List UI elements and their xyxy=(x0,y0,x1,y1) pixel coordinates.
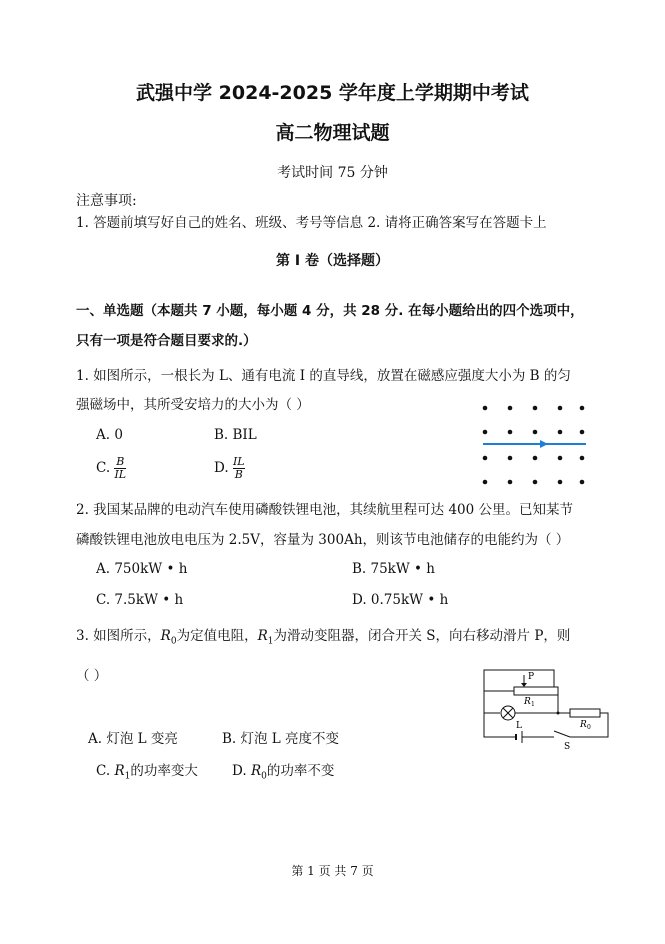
q1-option-c-fraction xyxy=(114,456,126,481)
q3-option-d-symbol: R xyxy=(250,763,262,779)
q3-option-c-text: 的功率变大 xyxy=(130,763,198,779)
label-l: L xyxy=(516,721,522,731)
q1-option-d-label: D. xyxy=(214,460,229,476)
section-title: 第 I 卷（选择题） xyxy=(276,253,389,269)
junction-dot xyxy=(557,712,560,715)
page-footer: 第 1 页 共 7 页 xyxy=(291,864,374,878)
r0-resistor xyxy=(570,709,600,717)
q2-option-a: A. 750kW • h xyxy=(96,561,188,577)
q1-option-d-fraction xyxy=(233,456,245,481)
notice-heading: 注意事项: xyxy=(76,193,137,209)
label-r0: R xyxy=(580,720,587,730)
part1-heading-line1: 一、单选题（本题共 7 小题，每小题 4 分，共 28 分. 在每小题给出的四个选项中， xyxy=(76,303,584,319)
q3-option-d-label: D. xyxy=(232,763,247,779)
q3-option-c xyxy=(96,759,198,782)
q3-circuit-diagram xyxy=(478,665,613,755)
q3-option-c-symbol: R xyxy=(114,763,125,779)
q1-option-d-denominator: B xyxy=(234,468,243,481)
notice-items: 1. 答题前填写好自己的姓名、班级、考号等信息 2. 请将正确答案写在答题卡上 xyxy=(76,215,547,231)
label-r0-sub: 0 xyxy=(587,724,591,731)
q2-option-b: B. 75kW • h xyxy=(352,561,435,577)
exam-time: 考试时间 75 分钟 xyxy=(277,165,388,181)
q1-option-a: A. 0 xyxy=(96,427,123,443)
current-arrow-icon xyxy=(540,440,548,448)
q2-stem-line1: 2. 我国某品牌的电动汽车使用磷酸铁锂电池，其续航里程可达 400 公里。已知某节 xyxy=(76,502,574,518)
q1-option-c xyxy=(96,456,126,481)
q3-stem xyxy=(76,624,570,647)
slider-arrow-icon xyxy=(521,683,527,687)
q3-stem-mid2: 为滑动变阻器，闭合开关 S，向右移动滑片 P，则 xyxy=(273,628,571,644)
q3-option-d-text: 的功率不变 xyxy=(266,763,335,779)
r1-resistor xyxy=(514,687,558,695)
q3-option-b: B. 灯泡 L 亮度不变 xyxy=(222,731,340,747)
q1-option-d-numerator: IL xyxy=(232,455,245,468)
q1-stem-line1: 1. 如图所示，一根长为 L、通有电流 I 的直导线，放置在磁感应强度大小为 B 的匀 xyxy=(76,368,571,384)
q2-stem-line2: 磷酸铁锂电池放电电压为 2.5V，容量为 300Ah，则该节电池储存的电能约为（ ） xyxy=(76,532,570,548)
q3-stem-mid1: 为定值电阻， xyxy=(176,628,258,644)
label-p: P xyxy=(528,672,535,682)
q3-r0-subscript: 0 xyxy=(170,636,177,647)
q1-option-b: B. BIL xyxy=(214,427,257,443)
q3-option-c-label: C. xyxy=(96,763,111,779)
exam-subject: 高二物理试题 xyxy=(275,122,390,144)
q3-r1-subscript: 1 xyxy=(267,636,274,647)
q3-answer-paren: （ ） xyxy=(76,668,108,684)
q2-option-d: D. 0.75kW • h xyxy=(352,592,449,608)
q1-option-d xyxy=(214,456,245,481)
part1-heading-line2: 只有一项是符合题目要求的.） xyxy=(76,333,257,349)
exam-title: 武强中学 2024-2025 学年度上学期期中考试 xyxy=(136,82,529,104)
q1-magnetic-field-figure xyxy=(478,400,588,490)
q3-r1-symbol: R xyxy=(257,628,268,644)
q1-option-c-denominator: IL xyxy=(114,468,127,481)
label-r1-sub: 1 xyxy=(531,701,535,708)
q3-option-c-subscript: 1 xyxy=(124,771,131,782)
label-r1: R xyxy=(524,697,531,707)
q3-option-a: A. 灯泡 L 变亮 xyxy=(88,731,178,747)
q2-option-c: C. 7.5kW • h xyxy=(96,592,184,608)
q1-option-c-numerator: B xyxy=(116,455,125,468)
q1-option-c-label: C. xyxy=(96,460,111,476)
q1-stem-line2: 强磁场中，其所受安培力的大小为（ ） xyxy=(76,397,310,413)
q3-r0-symbol: R xyxy=(160,628,171,644)
q3-stem-prefix: 3. 如图所示， xyxy=(76,628,161,644)
q3-option-d xyxy=(232,759,334,782)
q3-option-d-subscript: 0 xyxy=(261,771,267,782)
switch-s xyxy=(554,731,570,737)
label-s: S xyxy=(564,742,571,752)
